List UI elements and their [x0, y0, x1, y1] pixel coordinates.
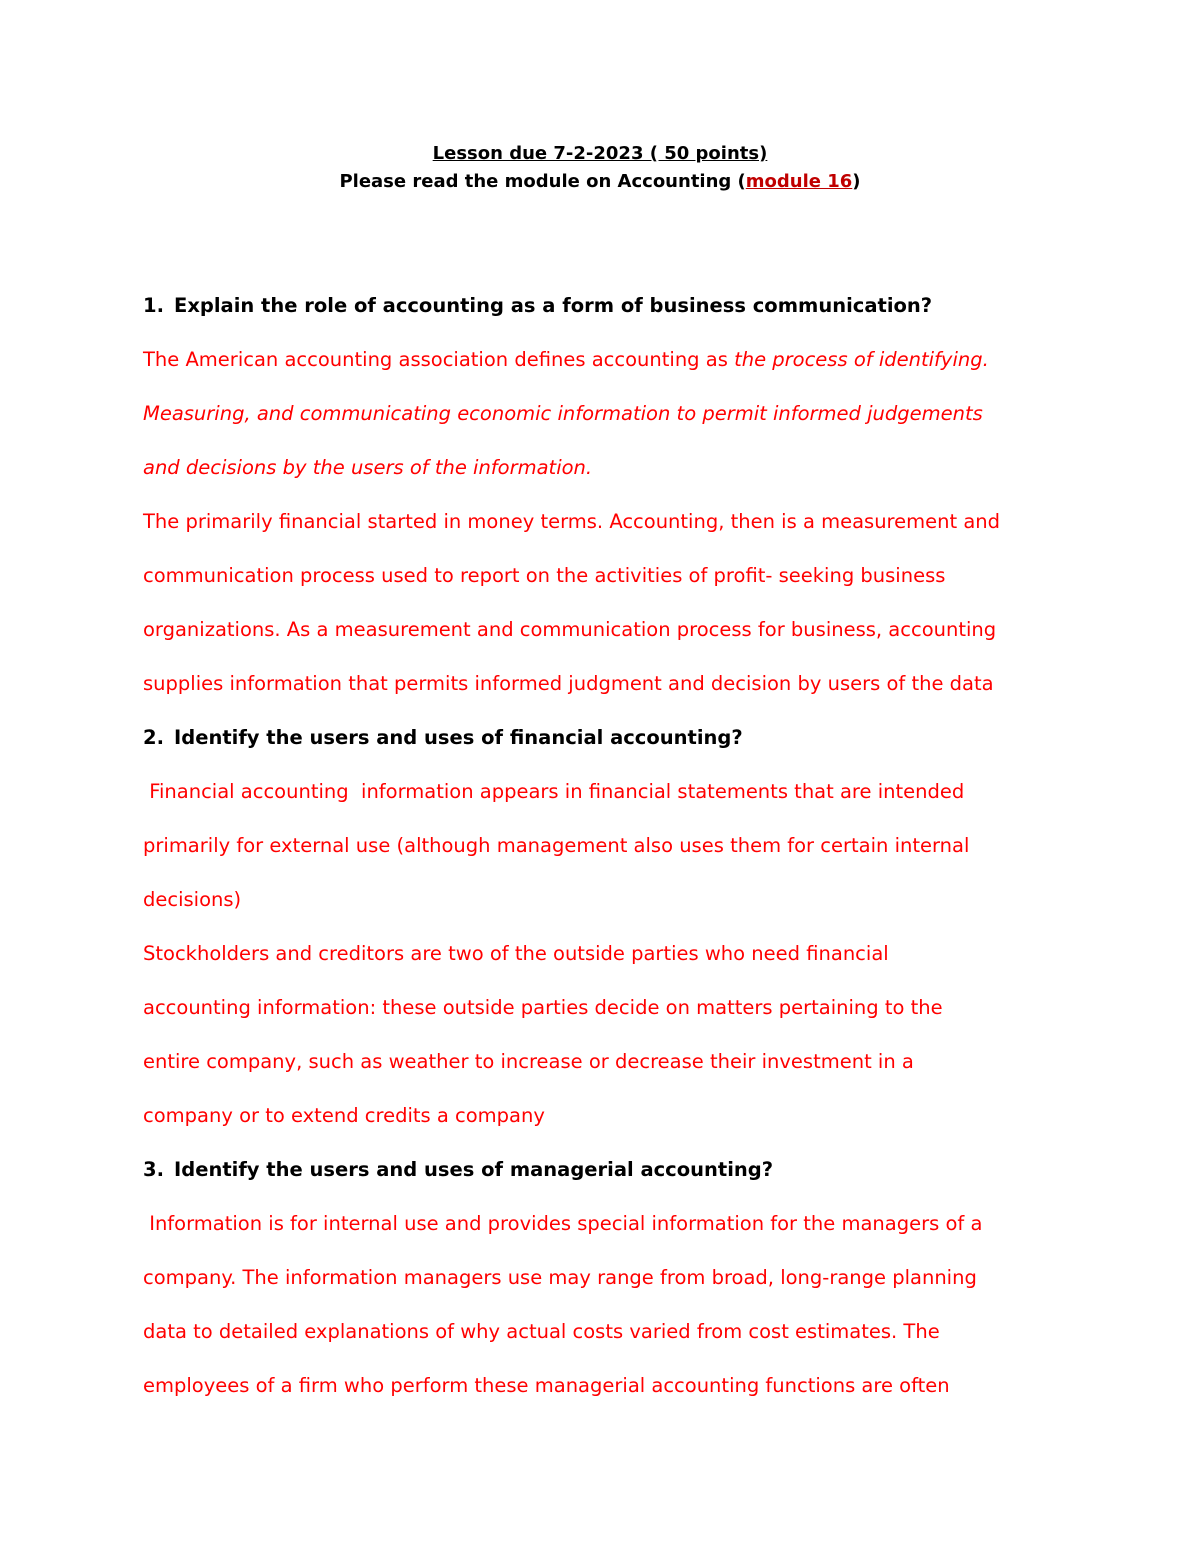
answer-italic-text: the process of identifying. — [734, 348, 989, 371]
document-body — [143, 286, 1063, 1420]
question-number: 3. — [143, 1158, 164, 1181]
answer-line — [143, 394, 1063, 448]
answer-line — [143, 340, 1063, 394]
answer-text: The primarily financial started in money terms. Accounting, then is a measurement and — [143, 510, 1001, 533]
answer-line: accounting information: these outside parties decide on matters pertaining to the — [143, 996, 943, 1019]
question-text: Explain the role of accounting as a form of business communication? — [174, 294, 933, 317]
question-3 — [143, 1150, 1063, 1204]
answer-line: entire company, such as weather to increase or decrease their investment in a — [143, 1050, 914, 1073]
answer-text: communication process used to report on the activities of profit- seeking business — [143, 564, 946, 587]
answer-text: organizations. As a measurement and communication process for business, accounting — [143, 618, 997, 641]
question-number: 2. — [143, 726, 164, 749]
module-link[interactable]: module 16 — [745, 171, 853, 192]
question-number: 1. — [143, 294, 164, 317]
answer-line — [143, 502, 1063, 556]
lesson-title: Lesson due 7-2-2023 ( 50 points) — [432, 143, 768, 164]
question-1 — [143, 286, 1063, 340]
reading-instruction-prefix: Please read the module on Accounting ( — [339, 171, 746, 192]
answer-line: decisions) — [143, 888, 242, 911]
answer-line: primarily for external use (although management also uses them for certain internal — [143, 834, 970, 857]
question-text: Identify the users and uses of managerial accounting? — [174, 1158, 774, 1181]
answer-line: data to detailed explanations of why actual costs varied from cost estimates. The — [143, 1320, 940, 1343]
answer-line: Stockholders and creditors are two of the outside parties who need financial — [143, 942, 889, 965]
reading-instruction — [0, 168, 1200, 196]
answer-line — [143, 664, 1063, 718]
answer-line — [143, 448, 1063, 502]
answer-text: The American accounting association defines accounting as — [143, 348, 735, 371]
question-text: Identify the users and uses of financial accounting? — [174, 726, 743, 749]
answer-line — [143, 556, 1063, 610]
answer-line: Information is for internal use and provides special information for the managers of a — [143, 1212, 983, 1235]
answer-line: Financial accounting information appears in financial statements that are intended — [143, 780, 965, 803]
answer-line: employees of a firm who perform these managerial accounting functions are often — [143, 1374, 950, 1397]
reading-instruction-suffix: ) — [852, 171, 861, 192]
document-header — [0, 140, 1200, 196]
answer-line — [143, 610, 1063, 664]
answer-line: company or to extend credits a company — [143, 1104, 545, 1127]
answer-italic-text: and decisions by the users of the information. — [143, 456, 593, 479]
answer-italic-text: Measuring, and communicating economic information to permit informed judgements — [143, 402, 983, 425]
question-2 — [143, 718, 1063, 772]
answer-text: supplies information that permits informed judgment and decision by users of the data — [143, 672, 994, 695]
answer-line: company. The information managers use may range from broad, long-range planning — [143, 1266, 977, 1289]
